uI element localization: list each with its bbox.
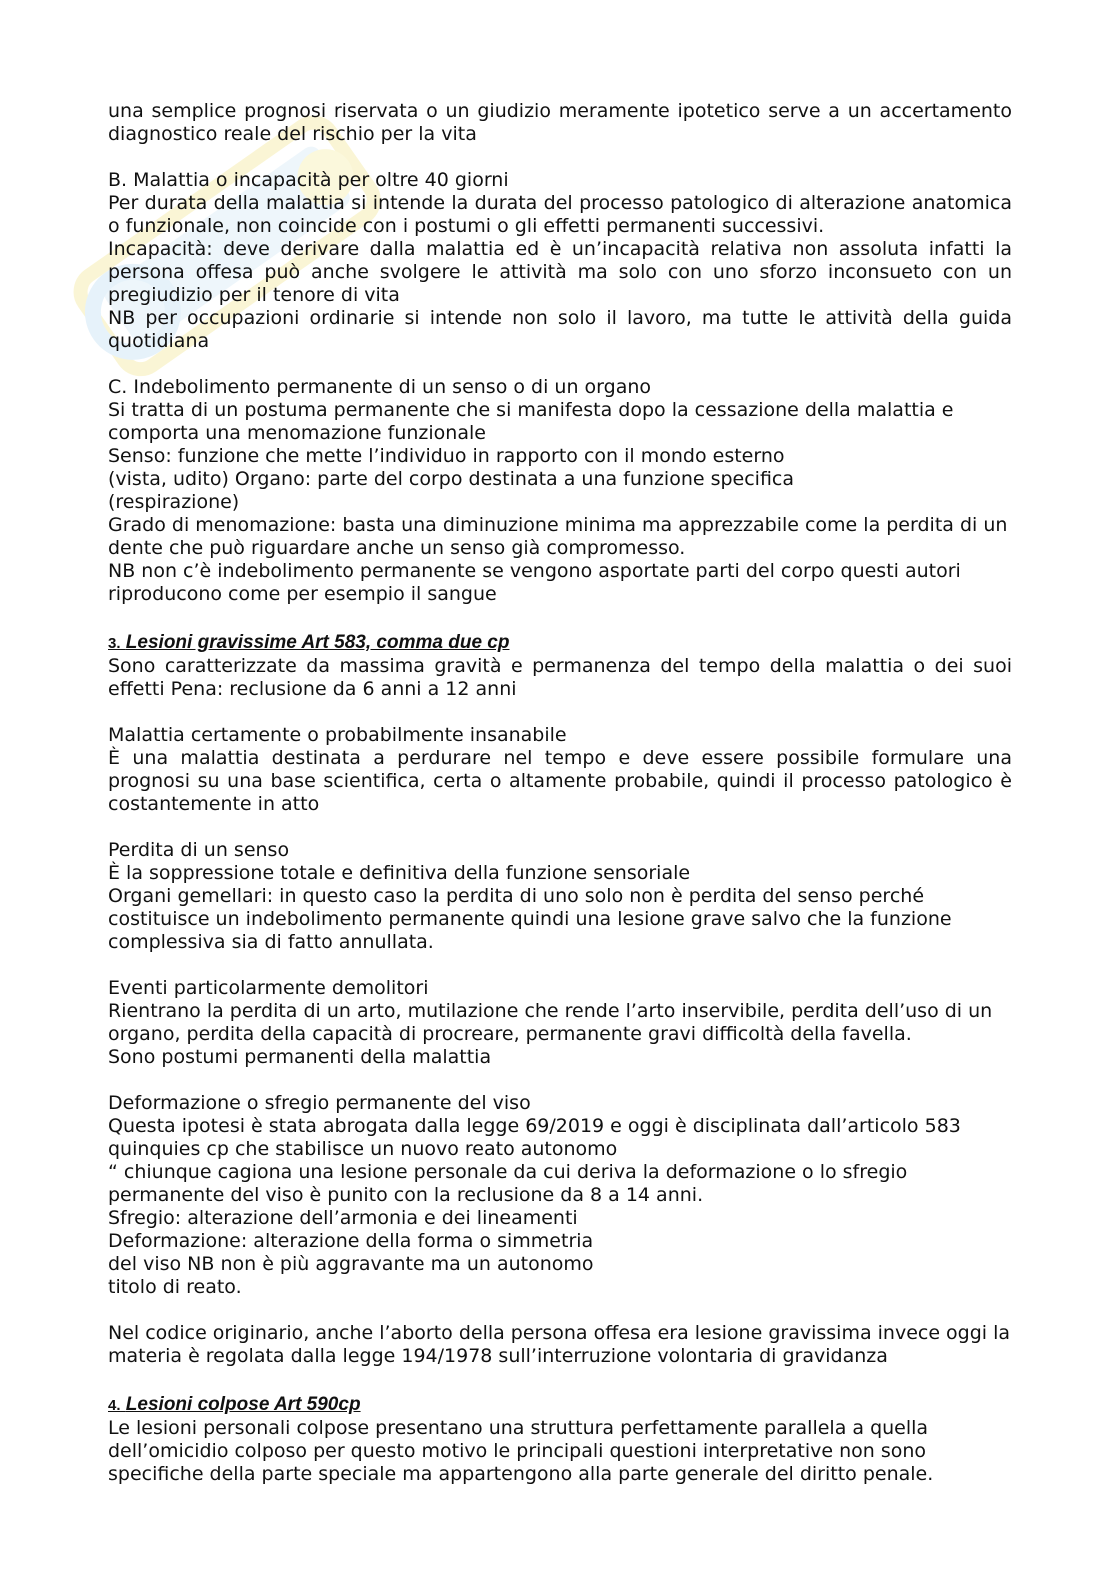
- subsection-perdita-senso-title: Perdita di un senso: [108, 839, 290, 861]
- paragraph-intro: una semplice prognosi riservata o un giudizio meramente ipotetico serve a un accertamento diagnostico reale del rischio per la vita: [108, 100, 1012, 145]
- paragraph-perdita-senso-2: Organi gemellari: in questo caso la perdita di uno solo non è perdita del senso perché costituisce un indebolimento permanente quindi una lesione grave salvo che la funzione complessiva sia di fatto annullata.: [108, 885, 952, 953]
- paragraph-insanabile-1: È una malattia destinata a perdurare nel tempo e deve essere possibile formulare una prognosi su una base scientifica, certa o altamente probabile, quindi il processo patologico è costantemente in atto: [108, 747, 1012, 815]
- subsection-deformazione-title: Deformazione o sfregio permanente del viso: [108, 1092, 531, 1114]
- paragraph-c-3: (vista, udito) Organo: parte del corpo destinata a una funzione specifica: [108, 468, 795, 490]
- paragraph-b-3: NB per occupazioni ordinarie si intende non solo il lavoro, ma tutte le attività della guida quotidiana: [108, 307, 1012, 352]
- subsection-demolitori-title: Eventi particolarmente demolitori: [108, 977, 429, 999]
- paragraph-4-1: Le lesioni personali colpose presentano una struttura perfettamente parallela a quella dell’omicidio colposo per questo motivo le principali questioni interpretative non sono specifiche della parte speciale ma appartengono alla parte generale del diritto penale.: [108, 1417, 934, 1485]
- paragraph-b-1: Per durata della malattia si intende la durata del processo patologico di alterazione anatomica o funzionale, non coincide con i postumi o gli effetti permanenti successivi.: [108, 192, 1012, 237]
- document-page: [108, 100, 1012, 1486]
- paragraph-deformazione-2: “ chiunque cagiona una lesione personale da cui deriva la deformazione o lo sfregio permanente del viso è punito con la reclusione da 8 a 14 anni.: [108, 1161, 908, 1206]
- section-4-title: Lesioni colpose Art 590cp: [125, 1394, 361, 1415]
- paragraph-3-1: Sono caratterizzate da massima gravità e permanenza del tempo della malattia o dei suoi effetti Pena: reclusione da 6 anni a 12 anni: [108, 655, 1012, 700]
- section-4-number: 4.: [108, 1397, 121, 1414]
- paragraph-perdita-senso-1: È la soppressione totale e definitiva della funzione sensoriale: [108, 862, 691, 884]
- subsection-c-title: C. Indebolimento permanente di un senso o di un organo: [108, 376, 652, 398]
- paragraph-b-2: Incapacità: deve derivare dalla malattia ed è un’incapacità relativa non assoluta infatti la persona offesa può anche svolgere le attività ma solo con uno sforzo inconsueto con un pregiudizio per il tenore di vita: [108, 238, 1012, 306]
- section-3-title: Lesioni gravissime Art 583, comma due cp: [125, 632, 510, 653]
- paragraph-c-2: Senso: funzione che mette l’individuo in rapporto con il mondo esterno: [108, 445, 785, 467]
- section-4-heading: [108, 1393, 1012, 1417]
- paragraph-deformazione-1: Questa ipotesi è stata abrogata dalla legge 69/2019 e oggi è disciplinata dall’articolo 583 quinquies cp che stabilisce un nuovo reato autonomo: [108, 1115, 961, 1160]
- subsection-b-title: B. Malattia o incapacità per oltre 40 giorni: [108, 169, 509, 191]
- paragraph-c-6: NB non c’è indebolimento permanente se vengono asportate parti del corpo questi autori riproducono come per esempio il sangue: [108, 560, 961, 605]
- subsection-insanabile-title: Malattia certamente o probabilmente insanabile: [108, 724, 567, 746]
- paragraph-deformazione-6: titolo di reato.: [108, 1276, 242, 1298]
- paragraph-codice-originario: Nel codice originario, anche l’aborto della persona offesa era lesione gravissima invece oggi la materia è regolata dalla legge 194/1978 sull’interruzione volontaria di gravidanza: [108, 1322, 1011, 1367]
- paragraph-demolitori-2: Sono postumi permanenti della malattia: [108, 1046, 492, 1068]
- paragraph-deformazione-3: Sfregio: alterazione dell’armonia e dei lineamenti: [108, 1207, 578, 1229]
- paragraph-deformazione-5: del viso NB non è più aggravante ma un autonomo: [108, 1253, 594, 1275]
- paragraph-c-4: (respirazione): [108, 491, 240, 513]
- section-3-number: 3.: [108, 635, 121, 652]
- paragraph-c-1: Si tratta di un postuma permanente che si manifesta dopo la cessazione della malattia e comporta una menomazione funzionale: [108, 399, 954, 444]
- section-3-heading: [108, 631, 1012, 655]
- paragraph-demolitori-1: Rientrano la perdita di un arto, mutilazione che rende l’arto inservibile, perdita dell’uso di un organo, perdita della capacità di procreare, permanente gravi difficoltà della favella.: [108, 1000, 993, 1045]
- paragraph-c-5: Grado di menomazione: basta una diminuzione minima ma apprezzabile come la perdita di un dente che può riguardare anche un senso già compromesso.: [108, 514, 1008, 559]
- paragraph-deformazione-4: Deformazione: alterazione della forma o simmetria: [108, 1230, 594, 1252]
